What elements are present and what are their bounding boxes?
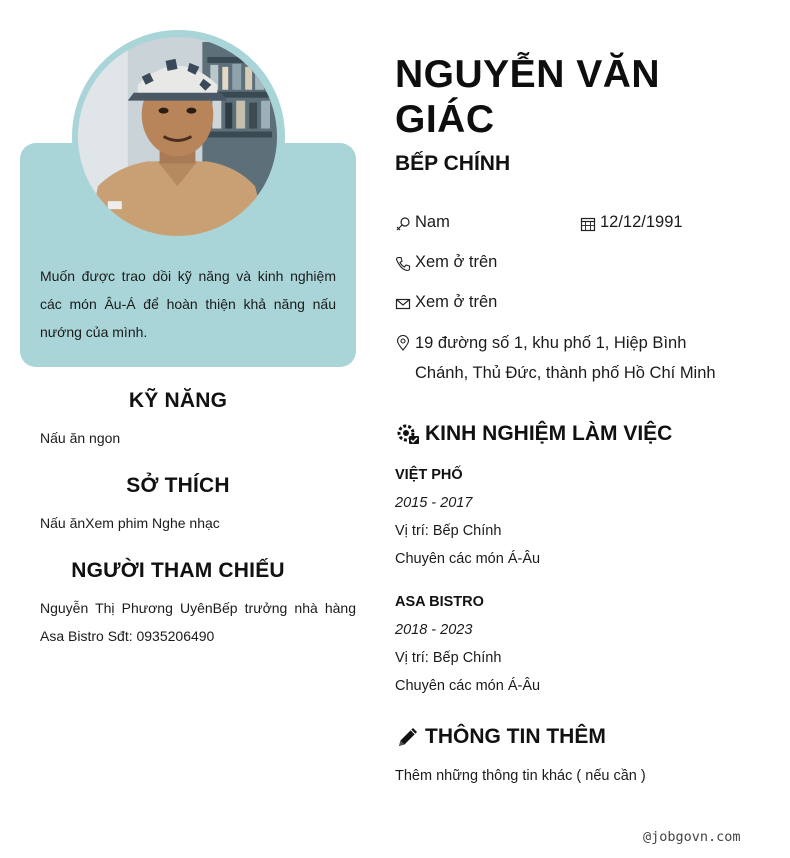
references-body: Nguyễn Thị Phương UyênBếp trưởng nhà hàng Asa Bistro Sđt: 0935206490	[40, 600, 356, 644]
experience-company: ASA BISTRO	[395, 594, 484, 610]
pencil-icon	[395, 724, 421, 750]
experience-title-text: KINH NGHIỆM LÀM VIỆC	[425, 422, 673, 445]
gender-row	[395, 213, 450, 232]
hobbies-body: Nấu ănXem phim Nghe nhạc	[40, 515, 220, 531]
experience-company: VIỆT PHỐ	[395, 467, 463, 483]
gear-badge-icon	[395, 421, 421, 447]
experience-position: Vị trí: Bếp Chính	[395, 650, 502, 666]
gender-icon	[395, 216, 411, 232]
email-row	[395, 293, 497, 312]
experience-item	[395, 461, 755, 573]
email-value: Xem ở trên	[415, 293, 498, 311]
phone-row	[395, 253, 497, 272]
experience-position: Vị trí: Bếp Chính	[395, 523, 502, 539]
experience-period: 2015 - 2017	[395, 495, 473, 511]
phone-value: Xem ở trên	[415, 253, 498, 271]
experience-description: Chuyên các món Á-Âu	[395, 551, 541, 567]
skills-title: KỸ NĂNG	[128, 389, 228, 412]
phone-icon	[395, 256, 411, 272]
additional-title	[395, 724, 606, 750]
candidate-name: NGUYỄN VĂN GIÁC	[395, 53, 661, 141]
calendar-icon	[580, 216, 596, 232]
job-title: BẾP CHÍNH	[395, 152, 511, 175]
additional-title-text: THÔNG TIN THÊM	[425, 725, 606, 748]
envelope-icon	[395, 296, 411, 312]
objective-text: Muốn được trao dồi kỹ năng và kinh nghiệm các món Âu-Á để hoàn thiện khả năng nấu nướng của mình.	[40, 268, 336, 340]
references-title: NGƯỜI THAM CHIẾU	[71, 559, 285, 582]
gender-value: Nam	[415, 213, 450, 231]
watermark: @jobgovn.com	[643, 829, 741, 845]
skills-body: Nấu ăn ngon	[40, 430, 121, 446]
birthday-row	[580, 213, 683, 232]
experience-item	[395, 588, 755, 700]
birthday-value: 12/12/1991	[600, 213, 683, 231]
hobbies-title: SỞ THÍCH	[126, 474, 230, 497]
address-value: 19 đường số 1, khu phố 1, Hiệp Bình Chánh, Thủ Đức, thành phố Hồ Chí Minh	[415, 334, 716, 382]
additional-body: Thêm những thông tin khác ( nếu cần )	[395, 768, 646, 784]
map-pin-icon	[395, 335, 411, 351]
avatar-ring	[72, 30, 285, 243]
experience-title	[395, 421, 672, 447]
address-row	[395, 328, 735, 388]
avatar	[78, 37, 277, 236]
experience-period: 2018 - 2023	[395, 622, 473, 638]
experience-description: Chuyên các món Á-Âu	[395, 678, 541, 694]
